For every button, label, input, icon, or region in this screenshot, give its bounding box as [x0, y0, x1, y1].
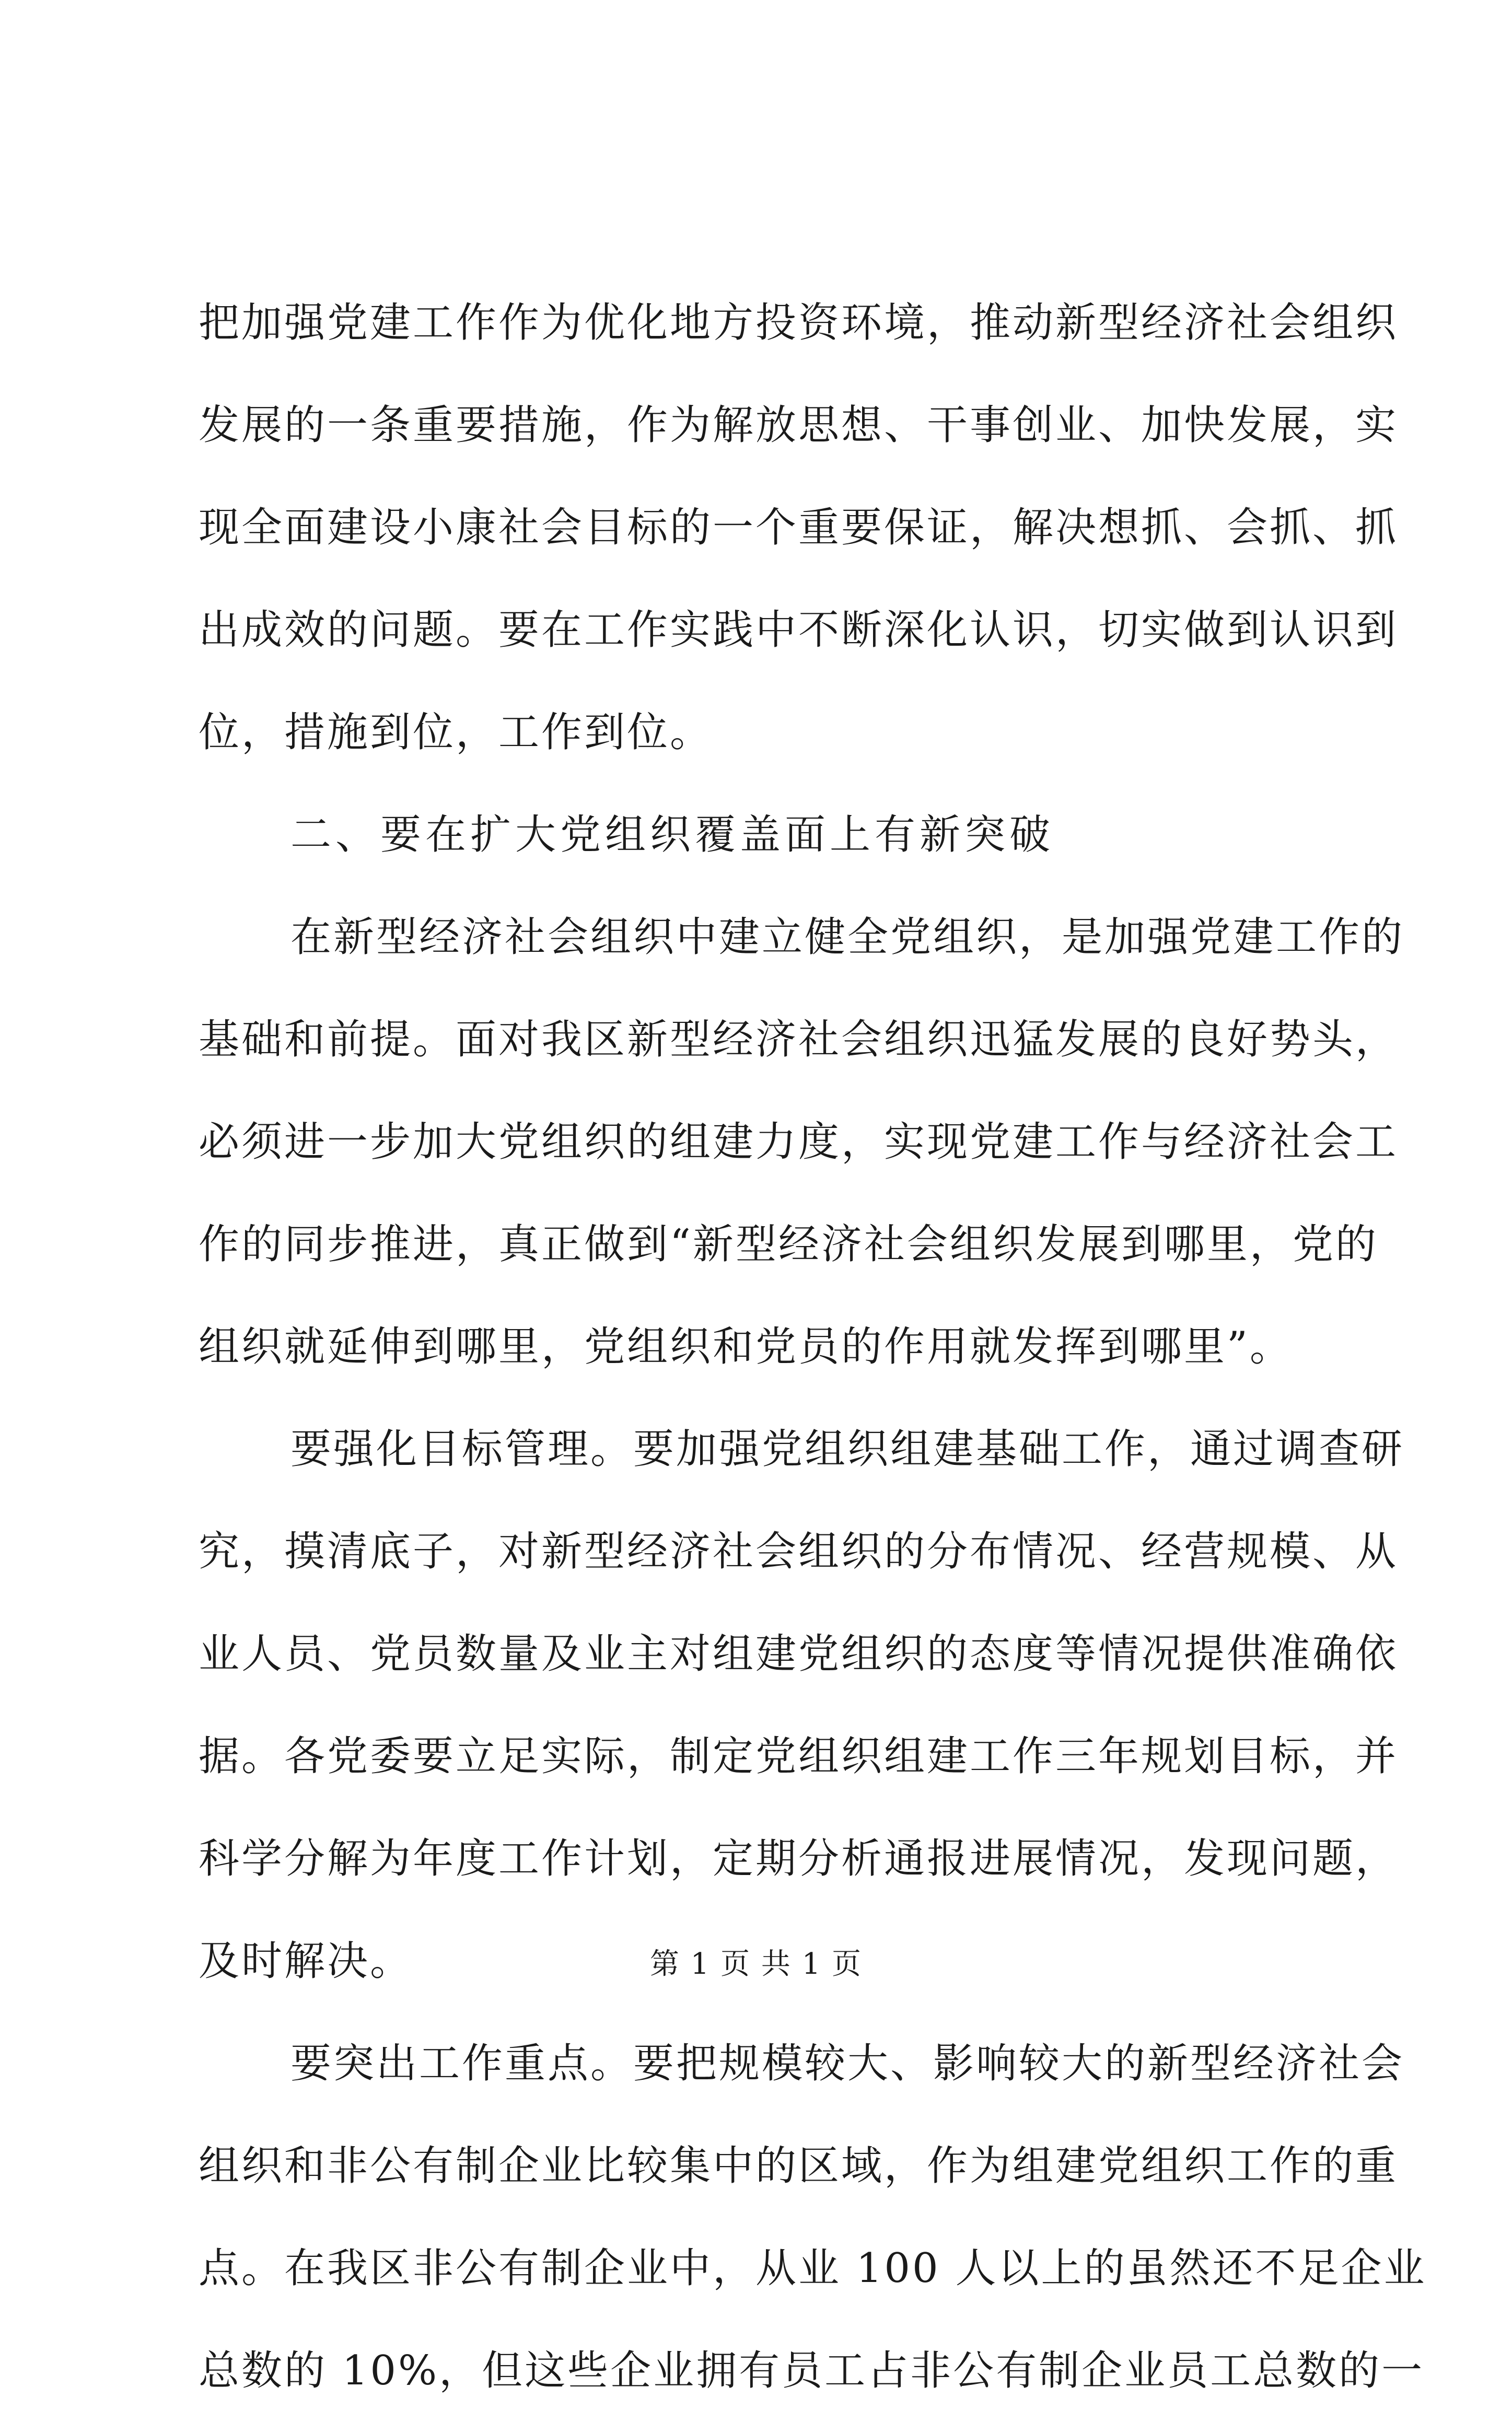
text-line: 位，措施到位，工作到位。 — [199, 709, 713, 756]
text-line: 组织和非公有制企业比较集中的区域，作为组建党组织工作的重 — [199, 2142, 1399, 2190]
section-heading: 二、要在扩大党组织覆盖面上有新突破 — [290, 811, 1055, 858]
body-text — [199, 272, 1427, 2422]
text-line: 科学分解为年度工作计划，定期分析通报进展情况，发现问题， — [199, 1835, 1399, 1882]
text-line: 把加强党建工作作为优化地方投资环境，推动新型经济社会组织 — [199, 299, 1399, 346]
text-line: 必须进一步加大党组织的组建力度，实现党建工作与经济社会工 — [199, 1119, 1399, 1166]
text-line: 究，摸清底子，对新型经济社会组织的分布情况、经营规模、从 — [199, 1528, 1399, 1575]
text-line: 总数的 10%，但这些企业拥有员工占非公有制企业员工总数的一 — [199, 2347, 1425, 2394]
text-line: 业人员、党员数量及业主对组建党组织的态度等情况提供准确依 — [199, 1631, 1399, 1678]
text-line: 组织就延伸到哪里，党组织和党员的作用就发挥到哪里”。 — [199, 1323, 1293, 1370]
text-line: 点。在我区非公有制企业中，从业 100 人以上的虽然还不足企业 — [199, 2245, 1427, 2292]
text-line: 要强化目标管理。要加强党组织组建基础工作，通过调查研 — [290, 1426, 1405, 1473]
text-line: 据。各党委要立足实际，制定党组织组建工作三年规划目标，并 — [199, 1733, 1399, 1780]
text-line: 及时解决。 — [199, 1938, 413, 1985]
text-line: 基础和前提。面对我区新型经济社会组织迅猛发展的良好势头， — [199, 1016, 1399, 1063]
text-line: 作的同步推进，真正做到“新型经济社会组织发展到哪里，党的 — [199, 1221, 1378, 1268]
text-line: 出成效的问题。要在工作实践中不断深化认识，切实做到认识到 — [199, 607, 1399, 654]
text-line: 要突出工作重点。要把规模较大、影响较大的新型经济社会 — [290, 2040, 1405, 2087]
page-number-footer: 第 1 页 共 1 页 — [649, 1947, 863, 1981]
text-line: 发展的一条重要措施，作为解放思想、干事创业、加快发展，实 — [199, 402, 1399, 449]
text-line: 在新型经济社会组织中建立健全党组织，是加强党建工作的 — [290, 914, 1405, 961]
text-line: 现全面建设小康社会目标的一个重要保证，解决想抓、会抓、抓 — [199, 504, 1399, 551]
